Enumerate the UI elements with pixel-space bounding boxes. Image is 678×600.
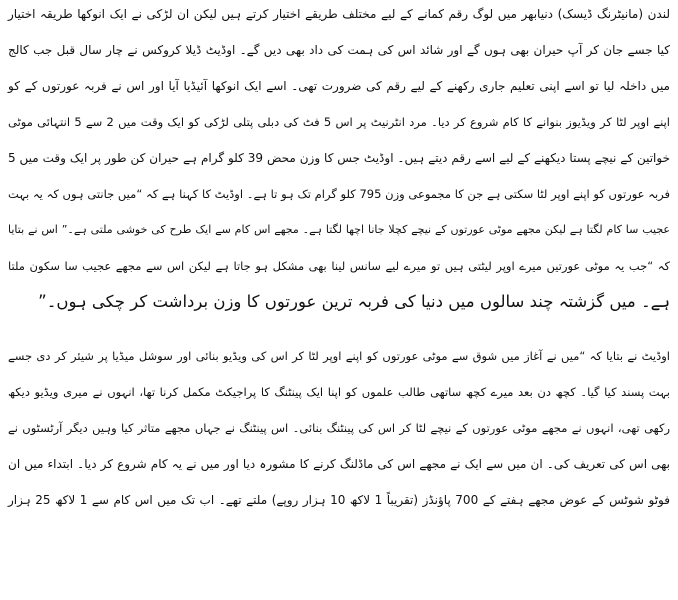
- text-line: میں داخلہ لیا تو اسے اپنی تعلیم جاری رکھنے کے لیے رقم کی ضرورت تھی۔ اسے ایک انوکھا آئیڈیا آیا اور اس نے فربہ عورتوں کے کو: [8, 79, 670, 93]
- text-line: فوٹو شوٹس کے عوض مجھے ہفتے کے 700 پاؤنڈز (تقریباً 1 لاکھ 10 ہزار روپے) ملتے تھے۔ اب تک میں اس کام سے 1 لاکھ 25 ہزار: [8, 493, 670, 507]
- text-line: اپنے اوپر لٹا کر ویڈیوز بنوانے کا کام شروع کر دیا۔ مرد انٹرنیٹ پر اس 5 فٹ کی دبلی پتلی لڑکی کو ایک وقت میں 2 سے 5 انتہائی موٹی: [8, 115, 671, 129]
- text-line: کہ “جب یہ موٹی عورتیں میرے اوپر لیٹتی ہیں تو میرے لیے سانس لینا بھی مشکل ہو جاتا ہے لیکن اس سے مجھے عجیب سا سکون ملتا: [8, 259, 670, 273]
- text-line: اوڈیٹ نے بتایا کہ “میں نے آغاز میں شوق سے موٹی عورتوں کو اپنے اوپر لٹا کر اس کی ویڈیو بنائی اور سوشل میڈیا پر شیئر کر دی جسے: [8, 349, 670, 363]
- text-line: رکھی تھی، انہوں نے مجھے موٹی عورتوں کے نیچے لٹا کر اس کی پینٹنگ بنائی۔ اس پینٹنگ نے جہاں مجھے متاثر کیا وہیں دیگر آرٹسٹوں نے: [8, 421, 670, 435]
- paragraph-2: [0, 338, 678, 518]
- text-line: فربہ عورتوں کو اپنے اوپر لٹا سکتی ہے جن کا مجموعی وزن 795 کلو گرام تک ہو تا ہے۔ اوڈیٹ کا کہنا ہے کہ “میں جانتی ہوں کہ یہ بہت: [8, 187, 670, 201]
- paragraph-gap: [0, 320, 678, 338]
- text-line: بہت پسند کیا گیا۔ کچھ دن بعد میرے کچھ ساتھی طالب علموں کو اپنا ایک پینٹنگ کا پراجیکٹ مکمل کرنا تھا، انہوں نے میری ویڈیو دیکھ: [8, 385, 670, 399]
- text-line: خواتین کے نیچے پستا دیکھنے کے لیے اسے رقم دیتے ہیں۔ اوڈیٹ جس کا وزن محض 39 کلو گرام ہے حیران کن طور پر ایک وقت میں 5: [8, 151, 671, 165]
- text-line: لندن (مانیٹرنگ ڈیسک) دنیابھر میں لوگ رقم کمانے کے لیے مختلف طریقے اختیار کرتے ہیں لیکن ان لڑکی نے ایک انوکھا طریقہ اختیار: [8, 7, 670, 21]
- text-line: کیا جسے جان کر آپ حیران بھی ہوں گے اور شائد اس کی ہمت کی داد بھی دیں گے۔ اوڈیٹ ڈیلا کروکس نے چار سال قبل جب کالج: [8, 43, 670, 57]
- text-line: بھی اس کی تعریف کی۔ ان میں سے ایک نے مجھے اس کی ماڈلنگ کرنے کا مشورہ دیا اور میں نے یہ کام شروع کر دیا۔ ابتداء میں ان: [8, 457, 670, 471]
- text-line: ہے۔ میں گزشتہ چند سالوں میں دنیا کی فربہ ترین عورتوں کا وزن برداشت کر چکی ہوں۔”: [38, 292, 670, 311]
- text-line: عجیب سا کام لگتا ہے لیکن مجھے موٹی عورتوں کے نیچے کچلا جانا اچھا لگتا ہے۔ مجھے اس کام سے ایک طرح کی خوشی ملتی ہے۔” اس نے بتایا: [8, 223, 670, 236]
